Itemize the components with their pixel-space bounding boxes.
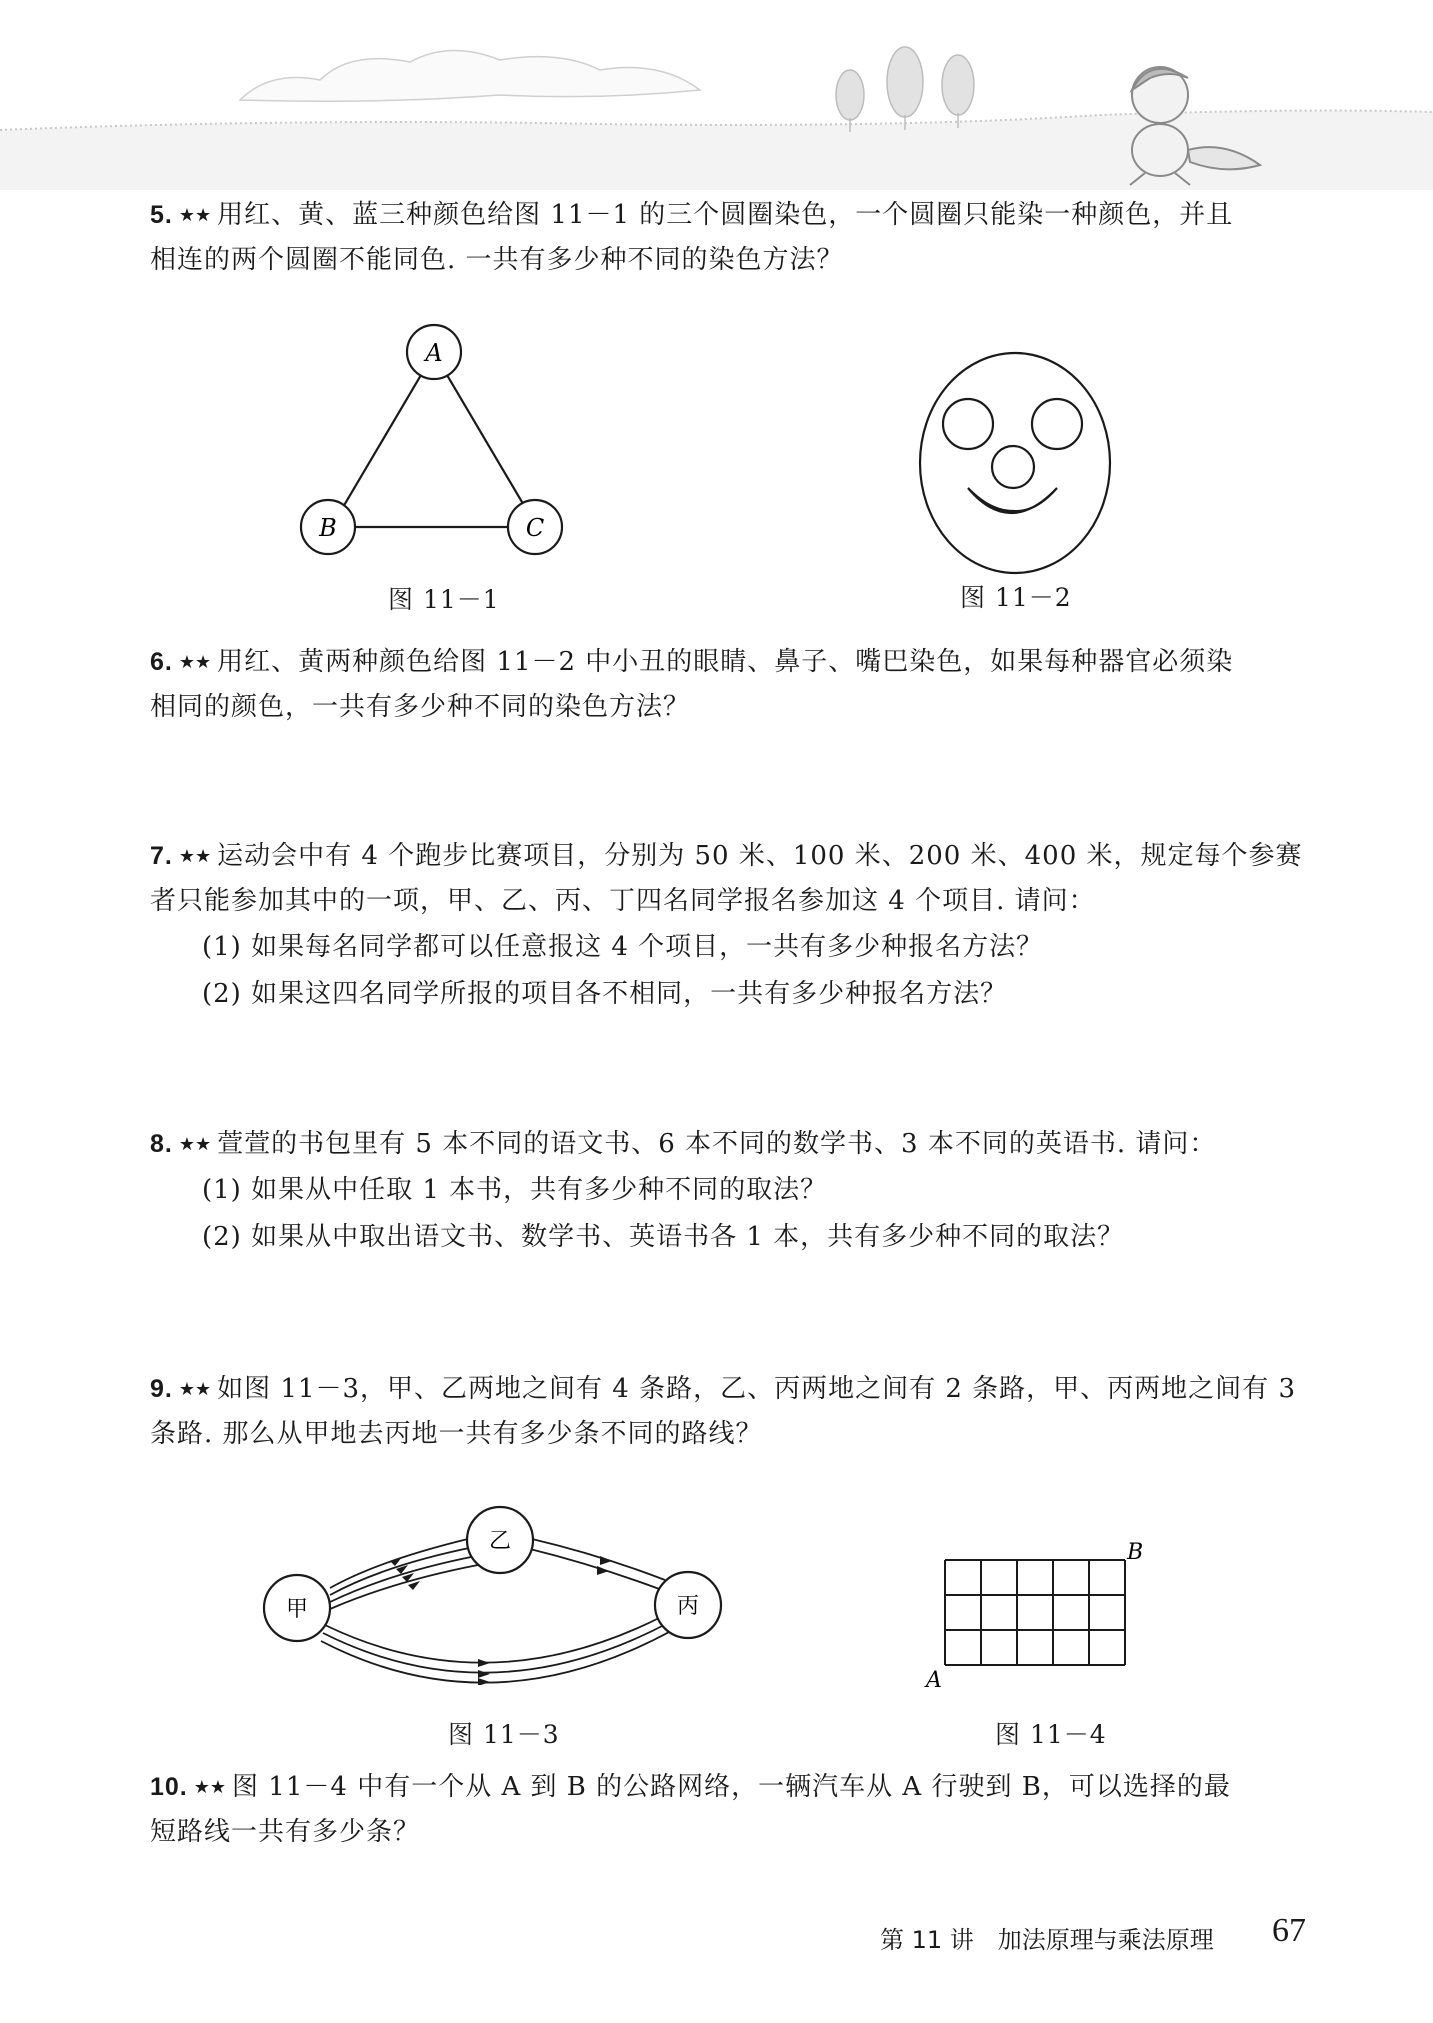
question-text: 如图 11－3，甲、乙两地之间有 4 条路，乙、丙两地之间有 2 条路，甲、丙两地之间有 3 (217, 1374, 1296, 1404)
sub-question: (2) 如果从中取出语文书、数学书、英语书各 1 本，共有多少种不同的取法？ (202, 1222, 1125, 1252)
figure-11-2 (910, 348, 1120, 578)
clown-left-eye (943, 399, 993, 449)
question-6 (150, 640, 1300, 730)
node-b-label: B (319, 514, 337, 542)
sub-question: (2) 如果这四名同学所报的项目各不相同，一共有多少种报名方法？ (202, 979, 1008, 1009)
sub-question: (1) 如果每名同学都可以任意报这 4 个项目，一共有多少种报名方法？ (202, 932, 1044, 962)
question-number: 10. (150, 1773, 188, 1801)
question-number: 9. (150, 1375, 173, 1403)
node-a-label: A (425, 339, 443, 367)
question-7 (150, 834, 1303, 1018)
figure-caption: 图 11－2 (960, 583, 1072, 612)
difficulty-stars: ★★ (193, 1777, 227, 1798)
footer-lecture: 第 11 讲 (880, 1926, 974, 1954)
difficulty-stars: ★★ (178, 846, 212, 867)
page-number: 67 (1272, 1912, 1306, 1949)
corner-a-label: A (926, 1668, 942, 1693)
question-text: 者只能参加其中的一项，甲、乙、丙、丁四名同学报名参加这 4 个项目. 请问： (150, 886, 1096, 916)
sub-question: (1) 如果从中任取 1 本书，共有多少种不同的取法？ (202, 1175, 828, 1205)
question-number: 7. (150, 842, 173, 870)
question-5 (150, 193, 1300, 283)
node-c-label: C (525, 514, 545, 542)
question-text: 运动会中有 4 个跑步比赛项目，分别为 50 米、100 米、200 米、400 米，规定每个参赛 (217, 841, 1303, 871)
footer-title: 加法原理与乘法原理 (997, 1926, 1214, 1954)
difficulty-stars: ★★ (178, 652, 212, 673)
question-text: 相同的颜色，一共有多少种不同的染色方法？ (150, 692, 691, 722)
footer-chapter (880, 1920, 1214, 1955)
difficulty-stars: ★★ (178, 1379, 212, 1400)
header-banner (0, 0, 1433, 190)
question-text: 条路. 那么从甲地去丙地一共有多少条不同的路线？ (150, 1419, 763, 1449)
question-text: 图 11－4 中有一个从 A 到 B 的公路网络，一辆汽车从 A 行驶到 B，可以选择的最 (232, 1772, 1231, 1802)
node-bing-label: 丙 (676, 1594, 700, 1619)
question-9 (150, 1367, 1300, 1457)
node-jia-label: 甲 (285, 1597, 309, 1622)
clown-right-eye (1032, 399, 1082, 449)
figure-11-4 (920, 1535, 1160, 1695)
question-text: 用红、黄、蓝三种颜色给图 11－1 的三个圆圈染色，一个圆圈只能染一种颜色，并且 (217, 200, 1234, 230)
question-number: 5. (150, 201, 173, 229)
question-text: 短路线一共有多少条？ (150, 1817, 421, 1847)
node-yi-label: 乙 (488, 1529, 512, 1554)
tree-icon (836, 47, 974, 132)
question-8 (150, 1122, 1300, 1261)
figure-caption: 图 11－4 (995, 1720, 1107, 1749)
corner-b-label: B (1127, 1540, 1144, 1565)
figure-caption: 图 11－1 (388, 585, 500, 614)
question-text: 用红、黄两种颜色给图 11－2 中小丑的眼睛、鼻子、嘴巴染色，如果每种器官必须染 (217, 647, 1234, 677)
question-10 (150, 1765, 1300, 1855)
figure-11-3 (250, 1495, 750, 1685)
question-text: 萱萱的书包里有 5 本不同的语文书、6 本不同的数学书、3 本不同的英语书. 请问： (217, 1129, 1217, 1159)
figure-caption: 图 11－3 (448, 1720, 560, 1749)
question-text: 相连的两个圆圈不能同色. 一共有多少种不同的染色方法？ (150, 245, 844, 275)
clown-nose (992, 446, 1034, 488)
question-number: 8. (150, 1130, 173, 1158)
figure-11-1 (290, 320, 580, 560)
difficulty-stars: ★★ (178, 205, 212, 226)
difficulty-stars: ★★ (178, 1134, 212, 1155)
question-number: 6. (150, 648, 173, 676)
